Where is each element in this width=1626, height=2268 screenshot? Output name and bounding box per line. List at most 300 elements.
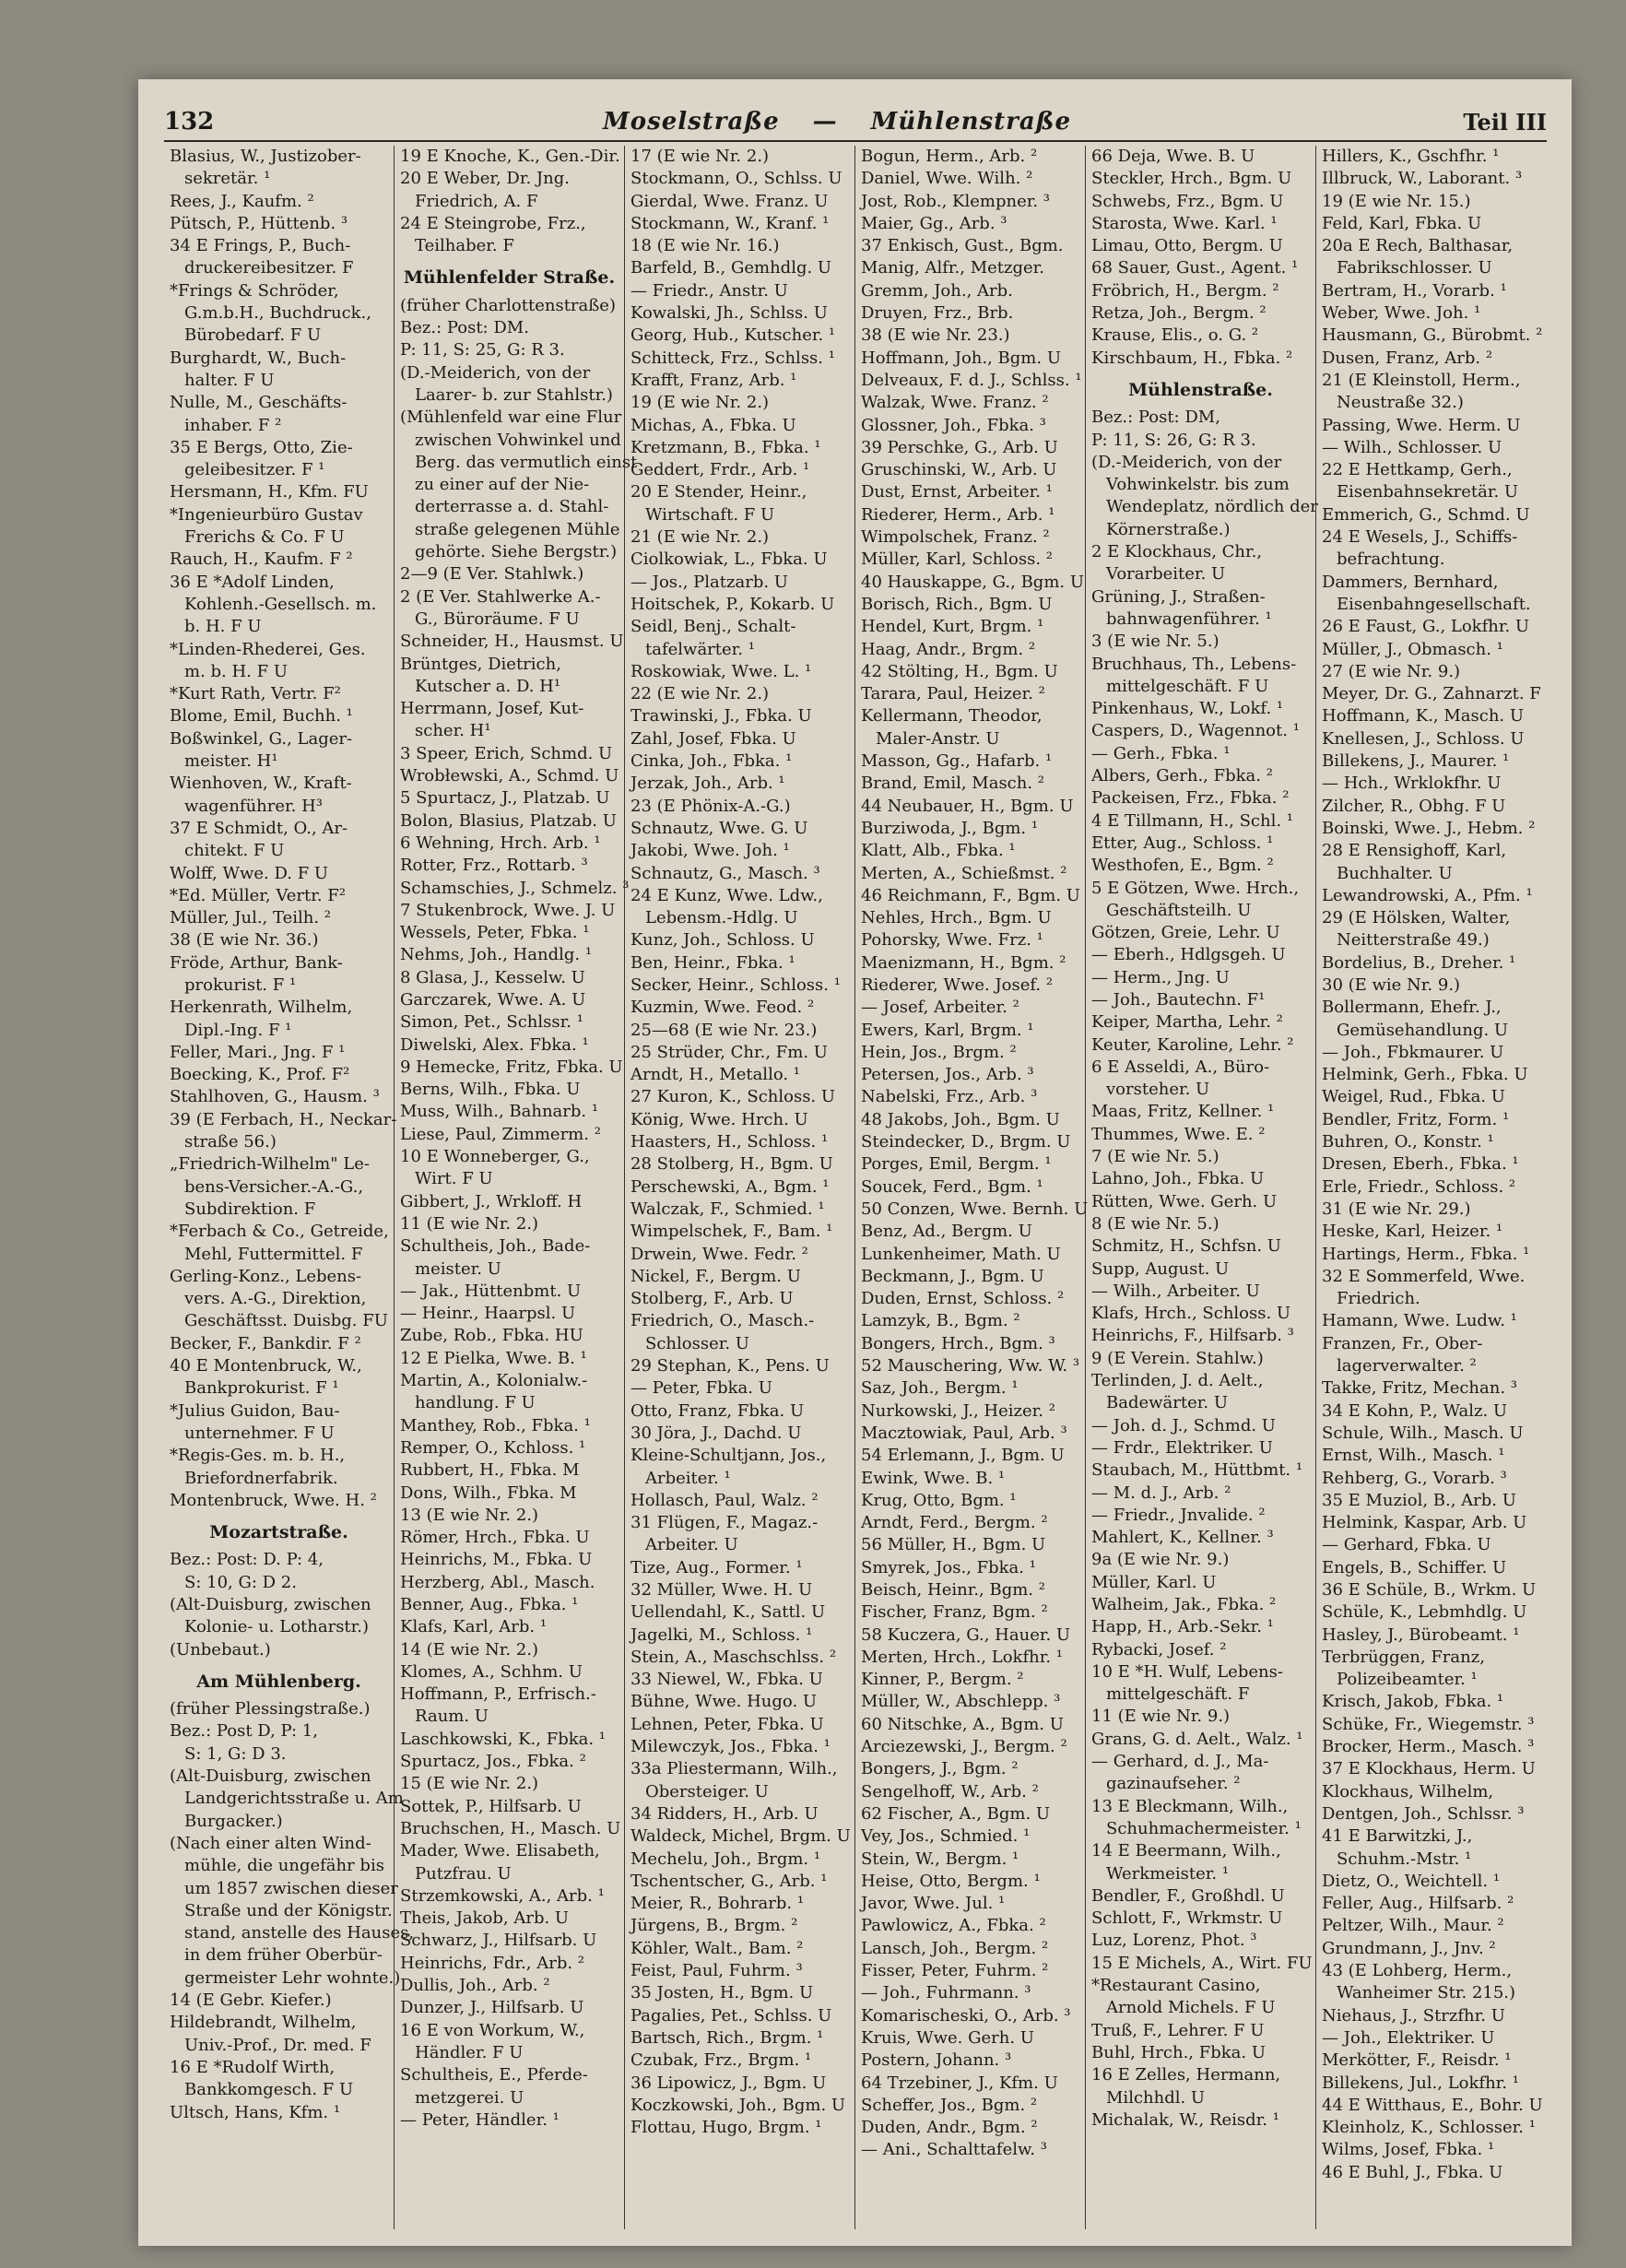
directory-entry: Werkmeister. ¹	[1106, 1863, 1230, 1884]
directory-entry: — Friedr., Jnvalide. ²	[1091, 1505, 1266, 1525]
directory-entry: Wimpelschek, F., Bam. ¹	[630, 1222, 833, 1242]
directory-entry: 34 E Kohn, P., Walz. U	[1322, 1400, 1508, 1421]
directory-entry: straße 56.)	[184, 1132, 277, 1152]
directory-entry: Pagalies, Pet., Schlss. U	[630, 2005, 832, 2026]
directory-entry: Masson, Gg., Hafarb. ¹	[861, 751, 1053, 772]
directory-entry: Schnautz, Wwe. G. U	[630, 818, 808, 838]
directory-entry: (D.-Meiderich, von der	[400, 362, 591, 383]
column-2	[395, 146, 638, 2229]
directory-entry: Nulle, M., Geschäfts-	[170, 393, 348, 413]
directory-entry: bahnwagenführer. ¹	[1106, 608, 1272, 629]
directory-entry: — Joh., Fbkmaurer. U	[1322, 1042, 1504, 1062]
directory-entry: 24 E Kunz, Wwe. Ldw.,	[630, 885, 823, 905]
directory-entry: 14 (E Gebr. Kiefer.)	[170, 1990, 332, 2011]
directory-entry: Heinrichs, F., Hilfsarb. ³	[1091, 1326, 1294, 1346]
directory-entry: 32 E Sommerfeld, Wwe.	[1322, 1266, 1526, 1286]
directory-entry: Kruis, Wwe. Gerh. U	[861, 2027, 1034, 2048]
directory-entry: 35 E Bergs, Otto, Zie-	[170, 437, 353, 457]
directory-entry: 26 E Faust, G., Lokfhr. U	[1322, 617, 1530, 637]
directory-entry: Fröde, Arthur, Bank-	[170, 952, 343, 973]
directory-entry: Dust, Ernst, Arbeiter. ¹	[861, 482, 1053, 502]
directory-entry: Czubak, Frz., Brgm. ¹	[630, 2050, 812, 2071]
directory-entry: Rauch, H., Kaufm. F ²	[170, 549, 353, 570]
directory-entry: 46 E Buhl, J., Fbka. U	[1322, 2162, 1503, 2182]
directory-entry: *Ingenieurbüro Gustav	[170, 504, 363, 525]
page-number: 132	[164, 108, 215, 136]
directory-entry: Takke, Fritz, Mechan. ³	[1322, 1378, 1518, 1399]
directory-entry: 34 E Frings, P., Buch-	[170, 236, 351, 256]
directory-entry: Benner, Aug., Fbka. ¹	[400, 1595, 579, 1614]
directory-entry: Limau, Otto, Bergm. U	[1091, 236, 1283, 256]
directory-entry: Wrobłewski, A., Schmd. U	[400, 766, 619, 786]
directory-entry: Heinrichs, Fdr., Arb. ²	[400, 1953, 585, 1973]
directory-entry: 19 (E wie Nr. 2.)	[630, 393, 770, 413]
directory-entry: Arbeiter. ¹	[645, 1468, 731, 1488]
directory-entry: Hausmann, G., Bürobmt. ²	[1322, 325, 1543, 346]
directory-entry: Javor, Wwe. Jul. ¹	[861, 1894, 1006, 1914]
directory-entry: b. H. F U	[184, 617, 262, 637]
directory-entry: Passing, Wwe. Herm. U	[1322, 415, 1521, 435]
directory-entry: 48 Jakobs, Joh., Bgm. U	[861, 1109, 1060, 1129]
directory-entry: Hoffmann, Joh., Bgm. U	[861, 348, 1061, 368]
directory-entry: Stein, W., Bergm. ¹	[861, 1849, 1019, 1869]
directory-entry: Dunzer, J., Hilfsarb. U	[400, 1998, 584, 2018]
directory-entry: Erle, Friedr., Schloss. ²	[1322, 1176, 1516, 1197]
directory-entry: Liese, Paul, Zimmerm. ²	[400, 1124, 601, 1144]
directory-entry: Müller, Jul., Teilh. ²	[170, 908, 332, 928]
directory-entry: Köhler, Walt., Bam. ²	[630, 1938, 804, 1958]
street-from: Moselstraße	[602, 108, 780, 136]
directory-entry: Eisenbahnsekretär. U	[1337, 482, 1519, 502]
directory-entry: Steckler, Hrch., Bgm. U	[1091, 169, 1292, 189]
directory-entry: straße gelegenen Mühle	[415, 519, 620, 539]
directory-entry: „Friedrich-Wilhelm" Le-	[170, 1154, 370, 1175]
directory-entry: Kohlenh.-Gesellsch. m.	[184, 594, 377, 614]
directory-entry: Krug, Otto, Bgm. ¹	[861, 1490, 1017, 1510]
directory-entry: 16 E *Rudolf Wirth,	[170, 2057, 336, 2077]
directory-entry: 44 Neubauer, H., Bgm. U	[861, 796, 1074, 816]
directory-entry: — Peter, Fbka. U	[630, 1378, 772, 1399]
directory-entry: 22 (E wie Nr. 2.)	[630, 684, 770, 704]
directory-entry: Brüntges, Dietrich,	[400, 654, 561, 674]
directory-entry: 40 Hauskappe, G., Bgm. U	[861, 572, 1084, 592]
directory-entry: Beckmann, J., Bgm. U	[861, 1266, 1044, 1286]
directory-entry: Meier, R., Bohrarb. ¹	[630, 1894, 805, 1914]
directory-entry: Wirtschaft. F U	[645, 504, 775, 525]
directory-entry: Hillers, K., Gschfhr. ¹	[1322, 147, 1500, 166]
directory-entry: befrachtung.	[1337, 549, 1445, 570]
directory-entry: Rubbert, H., Fbka. M	[400, 1460, 580, 1481]
directory-entry: 6 E Asseldi, A., Büro-	[1091, 1057, 1270, 1077]
directory-entry: 31 (E wie Nr. 29.)	[1322, 1199, 1471, 1219]
directory-entry: Terlinden, J. d. Aelt.,	[1091, 1371, 1264, 1391]
directory-entry: Neitterstraße 49.)	[1337, 930, 1490, 951]
directory-entry: Ernst, Wilh., Masch. ¹	[1322, 1446, 1505, 1466]
directory-entry: Schüle, K., Lebmhdlg. U	[1322, 1602, 1527, 1623]
directory-entry: Lehnen, Peter, Fbka. U	[630, 1714, 824, 1734]
directory-entry: Flottau, Hugo, Brgm. ¹	[630, 2118, 822, 2138]
directory-entry: Buchhalter. U	[1337, 863, 1453, 883]
directory-entry: Schultheis, E., Pferde-	[400, 2065, 588, 2085]
directory-entry: 33 Niewel, W., Fbka. U	[630, 1670, 823, 1690]
directory-entry: Buhl, Hrch., Fbka. U	[1091, 2042, 1267, 2062]
directory-entry: Hartings, Herm., Fbka. ¹	[1322, 1244, 1530, 1264]
directory-entry: Nehles, Hrch., Bgm. U	[861, 908, 1052, 928]
directory-entry: handlung. F U	[415, 1393, 536, 1413]
directory-entry: 31 Flügen, F., Magaz.-	[630, 1513, 819, 1533]
directory-entry: Billekens, J., Maurer. ¹	[1322, 751, 1510, 772]
directory-entry: m. b. H. F U	[184, 661, 288, 681]
directory-entry: 38 (E wie Nr. 36.)	[170, 930, 319, 951]
directory-entry: 21 (E wie Nr. 2.)	[630, 527, 770, 548]
directory-entry: Hasley, J., Bürobeamt. ¹	[1322, 1624, 1520, 1645]
directory-entry: Klafs, Hrch., Schloss. U	[1091, 1304, 1291, 1324]
directory-entry: Roskowiak, Wwe. L. ¹	[630, 661, 812, 681]
directory-entry: Riederer, Herm., Arb. ¹	[861, 504, 1055, 525]
directory-entry: 44 E Witthaus, E., Bohr. U	[1322, 2095, 1543, 2115]
directory-entry: *Frings & Schröder,	[170, 280, 339, 301]
directory-entry: meister. U	[415, 1258, 501, 1279]
directory-entry: Friedrich, A. F	[415, 191, 538, 211]
directory-entry: Beisch, Heinr., Bgm. ²	[861, 1580, 1045, 1600]
directory-entry: tafelwärter. ¹	[645, 639, 755, 659]
directory-entry: Rees, J., Kaufm. ²	[170, 191, 314, 211]
directory-entry: Stahlhoven, G., Hausm. ³	[170, 1087, 380, 1107]
directory-entry: Bendler, F., Großhdl. U	[1091, 1885, 1285, 1906]
directory-entry: Burgacker.)	[184, 1811, 283, 1831]
directory-entry: (früher Plessingstraße.)	[170, 1699, 371, 1719]
column-4	[855, 146, 1089, 2229]
directory-entry: Barfeld, B., Gemhdlg. U	[630, 258, 832, 278]
directory-entry: Merkötter, F., Reisdr. ¹	[1322, 2050, 1512, 2071]
directory-entry: scher. H¹	[415, 721, 491, 741]
directory-entry: 10 E Wonneberger, G.,	[400, 1147, 590, 1167]
directory-entry: Hein, Jos., Brgm. ²	[861, 1042, 1017, 1062]
directory-entry: Pütsch, P., Hüttenb. ³	[170, 213, 348, 233]
directory-entry: Mader, Wwe. Elisabeth,	[400, 1841, 600, 1861]
directory-entry: 7 Stukenbrock, Wwe. J. U	[400, 900, 616, 920]
directory-entry: 5 Spurtacz, J., Platzab. U	[400, 788, 610, 809]
directory-entry: Arnold Michels. F U	[1106, 1998, 1276, 2018]
directory-entry: Kinner, P., Bergm. ²	[861, 1670, 1024, 1690]
directory-entry: 41 E Barwitzki, J.,	[1322, 1826, 1473, 1847]
directory-entry: 64 Trzebiner, J., Kfm. U	[861, 2073, 1058, 2093]
directory-entry: 11 (E wie Nr. 2.)	[400, 1213, 539, 1234]
directory-entry: Bankkomgesch. F U	[184, 2080, 354, 2100]
directory-entry: Kunz, Joh., Schloss. U	[630, 930, 815, 951]
directory-entry: P: 11, S: 26, G: R 3.	[1091, 430, 1256, 450]
directory-entry: Bendler, Fritz, Form. ¹	[1322, 1109, 1510, 1129]
directory-entry: 36 Lipowicz, J., Bgm. U	[630, 2073, 827, 2093]
directory-entry: 28 Stolberg, H., Bgm. U	[630, 1154, 833, 1175]
directory-entry: Hoffmann, K., Masch. U	[1322, 706, 1525, 726]
directory-entry: 2 E Klockhaus, Chr.,	[1091, 542, 1263, 562]
directory-entry: — Joh., Fuhrmann. ³	[861, 1983, 1031, 2003]
directory-entry: Simon, Pet., Schlssr. ¹	[400, 1012, 583, 1033]
directory-entry: Dentgen, Joh., Schlssr. ³	[1322, 1803, 1525, 1824]
directory-entry: 50 Conzen, Wwe. Bernh. U	[861, 1199, 1089, 1219]
directory-entry: Sengelhoff, W., Arb. ²	[861, 1781, 1039, 1801]
directory-entry: Grundmann, J., Jnv. ²	[1322, 1938, 1496, 1958]
directory-entry: Zube, Rob., Fbka. HU	[400, 1326, 583, 1346]
directory-entry: Staubach, M., Hüttbmt. ¹	[1091, 1460, 1303, 1481]
directory-entry: Westhofen, E., Bgm. ²	[1091, 856, 1274, 876]
directory-entry: 15 (E wie Nr. 2.)	[400, 1774, 539, 1794]
directory-entry: mittelgeschäft. F U	[1106, 676, 1269, 696]
directory-entry: Milchhdl. U	[1106, 2087, 1206, 2108]
directory-entry: Kirschbaum, H., Fbka. ²	[1091, 348, 1293, 368]
directory-entry: Smyrek, Jos., Fbka. ¹	[861, 1557, 1036, 1577]
directory-entry: 36 E *Adolf Linden,	[170, 572, 335, 592]
directory-entry: (Unbebaut.)	[170, 1639, 271, 1660]
directory-entry: zwischen Vohwinkel und	[415, 430, 621, 450]
directory-entry: — Jos., Platzarb. U	[630, 572, 788, 592]
directory-entry: *Linden-Rhederei, Ges.	[170, 639, 366, 659]
directory-entry: Geschäftsst. Duisbg. FU	[184, 1311, 388, 1331]
directory-entry: prokurist. F ¹	[184, 975, 297, 995]
directory-entry: Terbrüggen, Franz,	[1322, 1647, 1485, 1667]
directory-entry: Schule, Wilh., Masch. U	[1322, 1423, 1524, 1443]
directory-entry: Händler. F U	[415, 2042, 524, 2062]
directory-entry: Seidl, Benj., Schalt-	[630, 617, 796, 637]
directory-entry: Weber, Wwe. Joh. ¹	[1322, 303, 1481, 324]
directory-entry: Zilcher, R., Obhg. F U	[1322, 796, 1506, 816]
directory-entry: Becker, F., Bankdir. F ²	[170, 1333, 361, 1353]
directory-entry: Illbruck, W., Laborant. ³	[1322, 169, 1523, 189]
directory-entry: derterrasse a. d. Stahl-	[415, 497, 609, 517]
directory-entry: Nabelski, Frz., Arb. ³	[861, 1087, 1038, 1107]
directory-entry: 19 E Knoche, K., Gen.-Dir.	[400, 147, 620, 166]
directory-entry: Geddert, Frdr., Arb. ¹	[630, 460, 810, 480]
street-heading: Am Mühlenberg.	[196, 1671, 361, 1692]
directory-entry: Etter, Aug., Schloss. ¹	[1091, 833, 1274, 853]
directory-entry: 68 Sauer, Gust., Agent. ¹	[1091, 258, 1299, 278]
directory-entry: 39 Perschke, G., Arb. U	[861, 437, 1058, 457]
directory-entry: Drwein, Wwe. Fedr. ²	[630, 1244, 808, 1264]
directory-entry: Klatt, Alb., Fbka. ¹	[861, 841, 1016, 861]
directory-entry: Trawinski, J., Fbka. U	[630, 706, 812, 726]
directory-entry: Koczkowski, Joh., Bgm. U	[630, 2095, 846, 2115]
directory-entry: (Alt-Duisburg, zwischen	[170, 1766, 371, 1787]
directory-entry: 32 Müller, Wwe. H. U	[630, 1580, 813, 1600]
directory-entry: Berns, Wilh., Fbka. U	[400, 1080, 581, 1100]
directory-entry: *Ferbach & Co., Getreide,	[170, 1222, 389, 1242]
directory-entry: Strzemkowski, A., Arb. ¹	[400, 1885, 605, 1906]
directory-entry: 3 (E wie Nr. 5.)	[1091, 632, 1220, 652]
directory-entry: Tarara, Paul, Heizer. ²	[861, 684, 1045, 704]
directory-entry: Vohwinkelstr. bis zum	[1106, 475, 1290, 495]
directory-entry: metzgerei. U	[415, 2087, 524, 2108]
directory-entry: 29 (E Hölsken, Walter,	[1322, 908, 1511, 928]
directory-entry: 37 E Klockhaus, Herm. U	[1322, 1759, 1536, 1779]
directory-entry: 60 Nitschke, A., Bgm. U	[861, 1714, 1064, 1734]
directory-entry: Schultheis, Joh., Bade-	[400, 1236, 591, 1257]
directory-entry: — M. d. J., Arb. ²	[1091, 1482, 1231, 1503]
directory-entry: Gremm, Joh., Arb.	[861, 280, 1013, 301]
directory-entry: germeister Lehr wohnte.)	[184, 1967, 401, 1988]
directory-entry: Albers, Gerh., Fbka. ²	[1091, 766, 1273, 786]
directory-entry: Riederer, Wwe. Josef. ²	[861, 975, 1054, 995]
directory-entry: Wimpolschek, Franz. ²	[861, 527, 1050, 548]
directory-entry: Blasius, W., Justizober-	[170, 147, 361, 166]
directory-entry: Ewink, Wwe. B. ¹	[861, 1468, 1006, 1488]
directory-entry: Boinski, Wwe. J., Hebm. ²	[1322, 818, 1536, 838]
directory-entry: Kutscher a. D. H¹	[415, 676, 561, 696]
street-to: Mühlenstraße	[870, 108, 1072, 136]
directory-entry: *Kurt Rath, Vertr. F²	[170, 684, 341, 704]
directory-entry: Geschäftsteilh. U	[1106, 900, 1252, 920]
directory-entry: Pinkenhaus, W., Lokf. ¹	[1091, 699, 1284, 719]
directory-entry: 12 E Pielka, Wwe. B. ¹	[400, 1348, 587, 1368]
directory-entry: 37 E Schmidt, O., Ar-	[170, 818, 348, 838]
directory-entry: meister. H¹	[184, 751, 278, 772]
directory-entry: unternehmer. F U	[184, 1423, 335, 1443]
directory-entry: Glossner, Joh., Fbka. ³	[861, 415, 1046, 435]
directory-entry: Lansch, Joh., Bergm. ²	[861, 1938, 1049, 1958]
directory-entry: Vey, Jos., Schmied. ¹	[861, 1826, 1031, 1847]
directory-entry: P: 11, S: 25, G: R 3.	[400, 340, 565, 360]
directory-entry: Lamzyk, B., Bgm. ²	[861, 1311, 1020, 1331]
directory-entry: Boecking, K., Prof. F²	[170, 1065, 350, 1085]
directory-entry: 5 E Götzen, Wwe. Hrch.,	[1091, 878, 1300, 898]
directory-entry: Remper, O., Kchloss. ¹	[400, 1437, 586, 1458]
directory-entry: 30 Jöra, J., Dachd. U	[630, 1423, 802, 1443]
directory-entry: Eisenbahngesellschaft.	[1337, 594, 1531, 614]
directory-entry: 2—9 (E Ver. Stahlwk.)	[400, 564, 584, 585]
directory-entry: Schuhm.-Mstr. ¹	[1337, 1849, 1472, 1869]
directory-entry: Billekens, Jul., Lokfhr. ¹	[1322, 2073, 1519, 2093]
directory-entry: Stein, A., Maschschlss. ²	[630, 1647, 837, 1667]
directory-entry: 24 E Steingrobe, Frz.,	[400, 213, 586, 233]
directory-entry: Heinrichs, M., Fbka. U	[400, 1550, 593, 1570]
directory-entry: 16 E von Workum, W.,	[400, 2020, 585, 2040]
directory-entry: 20a E Rech, Balthasar,	[1322, 236, 1514, 256]
directory-entry: Rütten, Wwe. Gerh. U	[1091, 1191, 1278, 1211]
directory-entry: Feld, Karl, Fbka. U	[1322, 213, 1482, 233]
directory-entry: Schnautz, G., Masch. ³	[630, 863, 820, 883]
directory-entry: 2 (E Ver. Stahlwerke A.-	[400, 586, 601, 607]
directory-entry: Happ, H., Arb.-Sekr. ¹	[1091, 1617, 1274, 1637]
directory-entry: Friedrich, O., Masch.-	[630, 1311, 815, 1331]
directory-entry: Gibbert, J., Wrkloff. H	[400, 1191, 583, 1211]
directory-entry: Dresen, Eberh., Fbka. ¹	[1322, 1154, 1519, 1175]
directory-entry: Fabrikschlosser. U	[1337, 258, 1492, 278]
directory-entry: Nickel, F., Bergm. U	[630, 1266, 801, 1286]
directory-entry: Dusen, Franz, Arb. ²	[1322, 348, 1493, 368]
directory-entry: (Nach einer alten Wind-	[170, 1833, 371, 1853]
directory-entry: 13 E Bleckmann, Wilh.,	[1091, 1796, 1289, 1816]
directory-entry: Tschentscher, G., Arb. ¹	[630, 1871, 828, 1891]
directory-entry: Packeisen, Frz., Fbka. ²	[1091, 788, 1290, 809]
directory-entry: Franzen, Fr., Ober-	[1322, 1333, 1483, 1353]
directory-entry: Bez.: Post: DM,	[1091, 408, 1220, 428]
directory-entry: 30 (E wie Nr. 9.)	[1322, 975, 1461, 995]
directory-entry: Waldeck, Michel, Brgm. U	[630, 1826, 851, 1847]
directory-entry: Frerichs & Co. F U	[184, 527, 345, 548]
directory-entry: Heise, Otto, Bergm. ¹	[861, 1871, 1041, 1891]
directory-entry: inhaber. F ²	[184, 415, 282, 435]
directory-entry: gazinaufseher. ²	[1106, 1774, 1241, 1794]
columns	[164, 146, 1547, 2229]
directory-entry: Subdirektion. F	[184, 1199, 316, 1219]
directory-entry: Müller, Karl. U	[1091, 1572, 1217, 1592]
directory-entry: (D.-Meiderich, von der	[1091, 452, 1282, 472]
directory-entry: Laschkowski, K., Fbka. ¹	[400, 1729, 607, 1749]
directory-entry: Arciezewski, J., Bergm. ²	[861, 1737, 1067, 1757]
directory-entry: um 1857 zwischen dieser	[184, 1878, 398, 1898]
directory-entry: Landgerichtsstraße u. Am	[184, 1789, 404, 1809]
directory-entry: 23 (E Phönix-A.-G.)	[630, 796, 791, 816]
directory-entry: Univ.-Prof., Dr. med. F	[184, 2035, 371, 2055]
directory-entry: Rotter, Frz., Rottarb. ³	[400, 856, 588, 876]
directory-entry: S: 10, G: D 2.	[184, 1572, 297, 1592]
directory-entry: (früher Charlottenstraße)	[400, 295, 616, 315]
directory-entry: Krafft, Franz, Arb. ¹	[630, 370, 797, 390]
directory-entry: lagerverwalter. ²	[1337, 1356, 1477, 1376]
directory-entry: Heske, Karl, Heizer. ¹	[1322, 1222, 1503, 1242]
directory-entry: Lewandrowski, A., Pfm. ¹	[1322, 885, 1533, 905]
directory-entry: Saz, Joh., Bergm. ¹	[861, 1378, 1019, 1399]
directory-entry: Lahno, Joh., Fbka. U	[1091, 1169, 1265, 1189]
directory-entry: Raum. U	[415, 1707, 489, 1727]
directory-entry: Maenizmann, H., Bgm. ²	[861, 952, 1066, 973]
directory-entry: Georg, Hub., Kutscher. ¹	[630, 325, 836, 346]
directory-entry: — Eberh., Hdlgsgeh. U	[1091, 945, 1286, 965]
directory-entry: 21 (E Kleinstoll, Herm.,	[1322, 370, 1521, 390]
directory-entry: Müller, Karl, Schloss. ²	[861, 549, 1053, 570]
directory-entry: Jerzak, Joh., Arb. ¹	[630, 774, 785, 794]
directory-entry: Wilms, Josef, Fbka. ¹	[1322, 2140, 1495, 2160]
directory-entry: Feller, Aug., Hilfsarb. ²	[1322, 1894, 1514, 1914]
directory-entry: Kleinholz, K., Schlosser. ¹	[1322, 2118, 1536, 2138]
directory-entry: halter. F U	[184, 370, 275, 390]
directory-entry: — Peter, Händler. ¹	[400, 2109, 560, 2130]
directory-entry: Schmitz, H., Schfsn. U	[1091, 1236, 1281, 1257]
directory-entry: Truß, F., Lehrer. F U	[1091, 2020, 1265, 2040]
directory-entry: Uellendahl, K., Sattl. U	[630, 1602, 826, 1623]
directory-entry: Schamschies, J., Schmelz. ³	[400, 878, 630, 898]
directory-entry: Scheffer, Jos., Bgm. ²	[861, 2095, 1038, 2115]
directory-entry: Vorarbeiter. U	[1106, 564, 1226, 585]
directory-entry: 18 (E wie Nr. 16.)	[630, 236, 780, 256]
directory-entry: Kolonie- u. Lotharstr.)	[184, 1617, 370, 1637]
street-heading: Mühlenfelder Straße.	[403, 267, 616, 289]
directory-entry: Gierdal, Wwe. Franz. U	[630, 191, 829, 211]
directory-entry: Bartsch, Rich., Brgm. ¹	[630, 2027, 824, 2048]
directory-entry: 13 (E wie Nr. 2.)	[400, 1505, 539, 1525]
directory-entry: 9 Hemecke, Fritz, Fbka. U	[400, 1057, 623, 1077]
directory-entry: Tize, Aug., Former. ¹	[630, 1557, 803, 1577]
directory-entry: — Joh. d. J., Schmd. U	[1091, 1415, 1276, 1435]
directory-entry: 8 (E wie Nr. 5.)	[1091, 1213, 1220, 1234]
directory-entry: (Mühlenfeld war eine Flur	[400, 408, 622, 428]
directory-entry: Wanheimer Str. 215.)	[1337, 1983, 1516, 2003]
directory-entry: 58 Kuczera, G., Hauer. U	[861, 1624, 1071, 1645]
column-1	[164, 146, 415, 2229]
directory-entry: — Ani., Schalttafelw. ³	[861, 2140, 1047, 2160]
directory-entry: Delveaux, F. d. J., Schlss. ¹	[861, 370, 1082, 390]
directory-entry: Krause, Elis., o. G. ²	[1091, 325, 1259, 346]
directory-entry: Maas, Fritz, Kellner. ¹	[1091, 1102, 1275, 1122]
directory-entry: Maier, Gg., Arb. ³	[861, 213, 1007, 233]
directory-entry: — Friedr., Anstr. U	[630, 280, 788, 301]
directory-entry: 35 E Muziol, B., Arb. U	[1322, 1490, 1516, 1510]
directory-entry: druckereibesitzer. F	[184, 258, 354, 278]
directory-entry: Wendeplatz, nördlich der	[1106, 497, 1318, 517]
directory-entry: Petersen, Jos., Arb. ³	[861, 1065, 1034, 1085]
directory-entry: — Frdr., Elektriker. U	[1091, 1437, 1273, 1458]
directory-entry: Wirt. F U	[415, 1169, 493, 1189]
